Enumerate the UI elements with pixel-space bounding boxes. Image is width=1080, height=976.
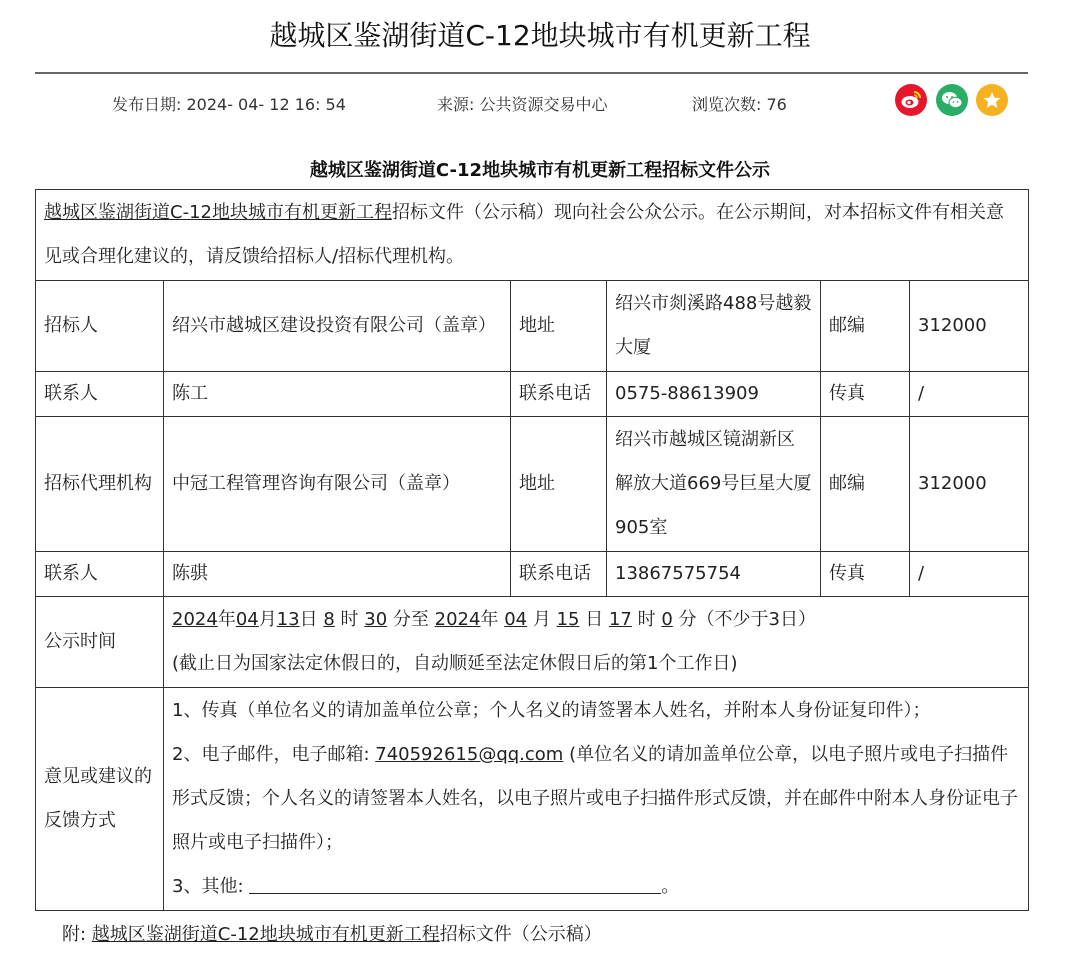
agency-postcode: 312000 — [910, 417, 1029, 552]
attachment-rest: 招标文件（公示稿） — [439, 924, 602, 945]
table-row — [36, 372, 1029, 417]
attachment-line — [62, 920, 602, 946]
feedback-label: 意见或建议的反馈方式 — [36, 688, 164, 911]
end-year: 2024 — [434, 609, 481, 630]
period-note: （不少于3日） — [696, 609, 816, 630]
other-prefix: 3、其他: — [172, 876, 250, 897]
year-unit: 年 — [217, 609, 236, 630]
month-unit: 月 — [258, 609, 277, 630]
tenderer-address: 绍兴市剡溪路488号越毅大厦 — [607, 281, 821, 372]
day-unit: 日 — [585, 609, 604, 630]
day-unit: 日 — [299, 609, 318, 630]
hour-unit: 时 — [340, 609, 359, 630]
feedback-methods — [164, 688, 1029, 911]
share-weibo-button[interactable] — [895, 84, 927, 116]
email-link[interactable]: 740592615@qq.com — [375, 744, 564, 765]
start-day: 13 — [276, 609, 300, 630]
end-minute: 0 — [661, 609, 673, 630]
table-row — [36, 417, 1029, 552]
table-row — [36, 688, 1029, 911]
intro-project-name: 越城区鉴湖街道C-12地块城市有机更新工程 — [44, 202, 392, 223]
agency-address: 绍兴市越城区镜湖新区解放大道669号巨星大厦905室 — [607, 417, 821, 552]
wechat-icon — [941, 90, 963, 110]
year-unit: 年 — [480, 609, 499, 630]
address-label: 地址 — [511, 281, 607, 372]
contact-label: 联系人 — [36, 372, 164, 417]
table-row — [36, 190, 1029, 281]
month-unit: 月 — [532, 609, 551, 630]
tenderer-contact: 陈工 — [164, 372, 511, 417]
agency-contact: 陈骐 — [164, 552, 511, 597]
minute-unit: 分 — [678, 609, 697, 630]
weibo-icon — [900, 90, 922, 110]
start-hour: 8 — [323, 609, 335, 630]
attachment-project: 越城区鉴湖街道C-12地块城市有机更新工程 — [91, 924, 440, 945]
postcode-label: 邮编 — [821, 281, 910, 372]
other-suffix: 。 — [661, 876, 680, 897]
table-row — [36, 552, 1029, 597]
source: 来源: 公共资源交易中心 — [437, 95, 608, 114]
email-instructions: (单位名义的请加盖单位公章，以电子照片或电子扫描件形式反馈；个人名义的请签署本人姓名，以电子照片或电子扫描件形式反馈，并在邮件中附本人身份证电子照片或电子扫描件）； — [172, 744, 1018, 853]
start-minute: 30 — [364, 609, 388, 630]
intro-text — [36, 190, 1029, 281]
fax-label: 传真 — [821, 552, 910, 597]
agency-phone: 13867575754 — [607, 552, 821, 597]
agency-fax: / — [910, 552, 1029, 597]
tenderer-phone: 0575-88613909 — [607, 372, 821, 417]
table-row — [36, 597, 1029, 688]
phone-label: 联系电话 — [511, 552, 607, 597]
end-day: 15 — [556, 609, 580, 630]
end-month: 04 — [504, 609, 528, 630]
favorite-button[interactable] — [976, 84, 1008, 116]
start-year: 2024 — [172, 609, 218, 630]
period-value — [164, 597, 1029, 688]
tenderer-label: 招标人 — [36, 281, 164, 372]
notice-table — [35, 189, 1029, 911]
period-line — [172, 598, 1020, 642]
table-row — [36, 281, 1029, 372]
fax-label: 传真 — [821, 372, 910, 417]
email-prefix: 2、电子邮件，电子邮箱: — [172, 744, 376, 765]
hour-unit: 时 — [637, 609, 656, 630]
postcode-label: 邮编 — [821, 417, 910, 552]
feedback-fax: 1、传真（单位名义的请加盖单位公章；个人名义的请签署本人姓名，并附本人身份证复印件）； — [172, 700, 931, 721]
period-label: 公示时间 — [36, 597, 164, 688]
page-title: 越城区鉴湖街道C-12地块城市有机更新工程 — [269, 19, 811, 52]
share-wechat-button[interactable] — [936, 84, 968, 116]
tenderer-fax: / — [910, 372, 1029, 417]
title-divider — [35, 72, 1028, 74]
feedback-other — [172, 865, 1020, 909]
publish-date: 发布日期: 2024- 04- 12 16: 54 — [112, 95, 346, 114]
start-month: 04 — [235, 609, 259, 630]
attachment-prefix: 附: — [62, 924, 92, 945]
tenderer-postcode: 312000 — [910, 281, 1029, 372]
tenderer-value: 绍兴市越城区建设投资有限公司（盖章） — [164, 281, 511, 372]
minute-to-unit: 分至 — [392, 609, 429, 630]
intro-body: 招标文件（公示稿）现向社会公众公示。在公示期间，对本招标文件有相关意见或合理化建议的，请反馈给招标人/招标代理机构。 — [44, 202, 1004, 267]
feedback-email — [172, 733, 1020, 865]
view-count: 浏览次数: 76 — [692, 95, 787, 114]
address-label: 地址 — [511, 417, 607, 552]
period-remark: (截止日为国家法定休假日的，自动顺延至法定休假日后的第1个工作日) — [172, 653, 738, 674]
attachment-link[interactable] — [92, 924, 440, 945]
agency-label: 招标代理机构 — [36, 417, 164, 552]
phone-label: 联系电话 — [511, 372, 607, 417]
end-hour: 17 — [608, 609, 632, 630]
notice-subtitle: 越城区鉴湖街道C-12地块城市有机更新工程招标文件公示 — [309, 160, 771, 181]
other-blank-line — [249, 871, 661, 894]
contact-label: 联系人 — [36, 552, 164, 597]
agency-value: 中冠工程管理咨询有限公司（盖章） — [164, 417, 511, 552]
favorite-star-icon — [982, 90, 1002, 110]
